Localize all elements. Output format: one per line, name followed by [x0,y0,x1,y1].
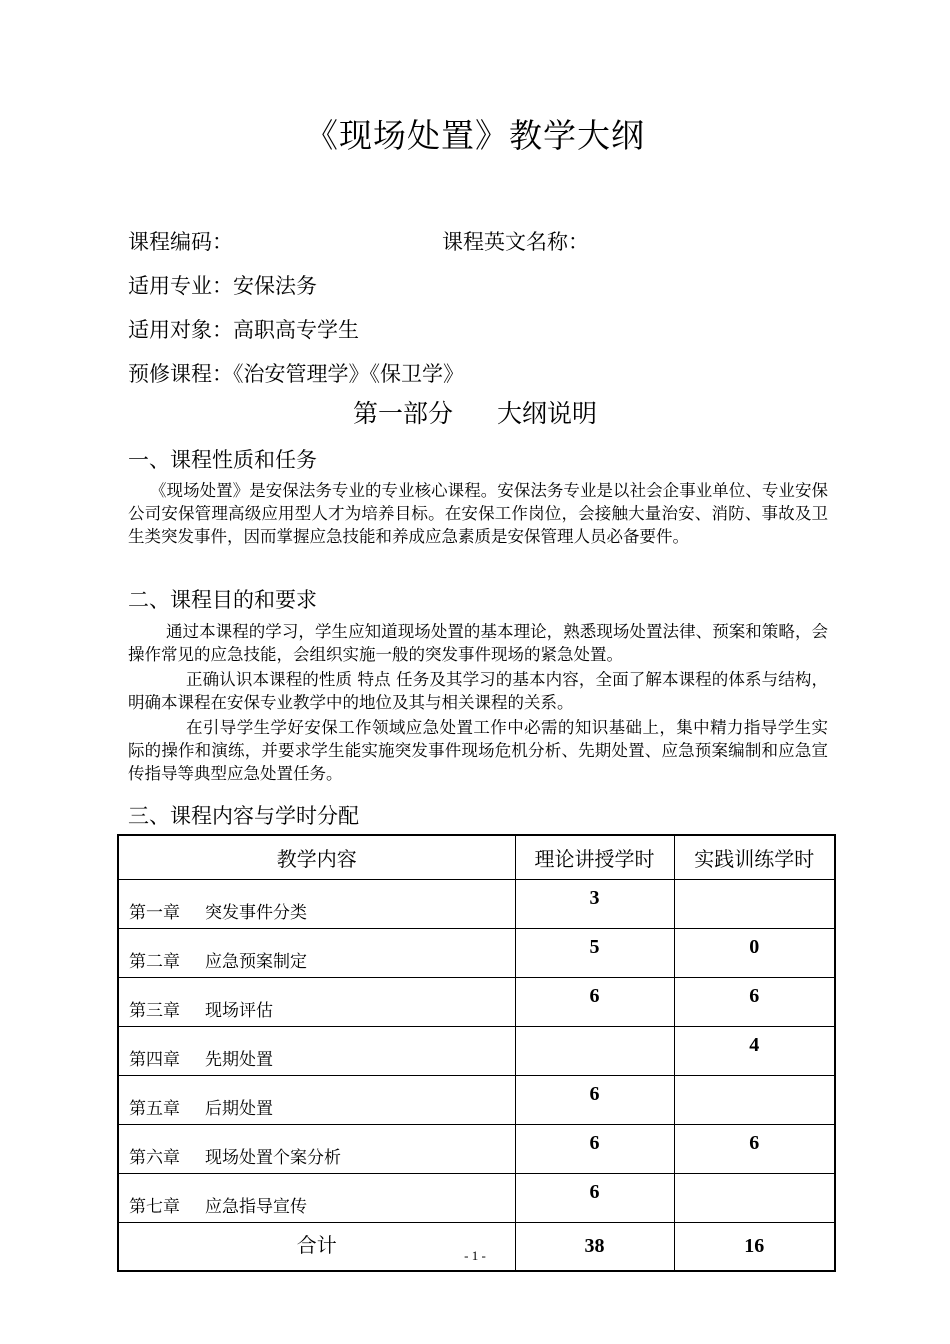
section-2-paragraph-3: 在引导学生学好安保工作领域应急处置工作中必需的知识基础上，集中精力指导学生实际的操作和演练，并要求学生能实施突发事件现场危机分析、先期处置、应急预案编制和应急宣传指导等典型应急处置任务。 [128,718,828,783]
part-title: 大纲说明 [497,399,598,428]
table-row [118,880,835,929]
practice-hours [674,1174,835,1223]
chapter-cell [118,1174,515,1223]
chapter-number: 第一章 [129,903,180,923]
course-english-name-label: 课程英文名称： [442,230,589,254]
practice-hours: 6 [674,1125,835,1174]
table-row [118,929,835,978]
theory-hours: 3 [515,880,674,929]
practice-hours [674,1076,835,1125]
chapter-name: 突发事件分类 [205,903,307,923]
practice-hours: 6 [674,978,835,1027]
table-header-row [118,835,835,880]
chapter-name: 现场处置个案分析 [205,1148,341,1168]
chapter-number: 第三章 [129,1001,180,1021]
section-2-heading: 二、课程目的和要求 [128,588,317,612]
chapter-name: 后期处置 [205,1099,273,1119]
chapter-cell [118,1076,515,1125]
section-1-heading: 一、课程性质和任务 [128,448,317,472]
hours-allocation-table [117,834,836,1272]
section-3-heading: 三、课程内容与学时分配 [128,804,359,828]
applicable-audience: 适用对象：高职高专学生 [128,318,359,342]
course-code-label: 课程编码： [128,230,233,254]
section-2-paragraph-1: 通过本课程的学习，学生应知道现场处置的基本理论，熟悉现场处置法律、预案和策略，会操作常见的应急技能，会组织实施一般的突发事件现场的紧急处置。 [128,622,828,664]
part-heading [0,394,950,430]
page-number: - 1 - [464,1248,486,1263]
theory-hours: 5 [515,929,674,978]
table-row [118,1076,835,1125]
part-number: 第一部分 [352,399,453,428]
theory-hours: 6 [515,1174,674,1223]
table-row [118,978,835,1027]
table-row [118,1174,835,1223]
prerequisite-courses: 预修课程：《治安管理学》《保卫学》 [128,362,464,386]
table-row [118,1027,835,1076]
theory-hours: 6 [515,1125,674,1174]
chapter-cell [118,929,515,978]
applicable-major: 适用专业：安保法务 [128,274,317,298]
header-theory-hours: 理论讲授学时 [515,835,674,880]
theory-hours: 6 [515,1076,674,1125]
chapter-name: 应急预案制定 [205,952,307,972]
header-content: 教学内容 [118,835,515,880]
document-title: 《现场处置》教学大纲 [305,116,645,155]
theory-hours: 6 [515,978,674,1027]
table-row [118,1125,835,1174]
chapter-cell [118,1125,515,1174]
total-label: 合计 [118,1223,515,1272]
chapter-number: 第四章 [129,1050,180,1070]
chapter-number: 第七章 [129,1197,180,1217]
chapter-number: 第二章 [129,952,180,972]
chapter-cell [118,1027,515,1076]
practice-hours: 0 [674,929,835,978]
chapter-name: 先期处置 [205,1050,273,1070]
chapter-name: 应急指导宣传 [205,1197,307,1217]
chapter-cell [118,880,515,929]
section-1-body: 《现场处置》是安保法务专业的专业核心课程。安保法务专业是以社会企事业单位、专业安保公司安保管理高级应用型人才为培养目标。在安保工作岗位，会接触大量治安、消防、事故及卫生类突发事件，因而掌握应急技能和养成应急素质是安保管理人员必备要件。 [128,481,828,546]
chapter-number: 第五章 [129,1099,180,1119]
total-theory-hours: 38 [515,1223,674,1272]
header-practice-hours: 实践训练学时 [674,835,835,880]
practice-hours [674,880,835,929]
theory-hours [515,1027,674,1076]
chapter-name: 现场评估 [205,1001,273,1021]
section-2-paragraph-2: 正确认识本课程的性质 特点 任务及其学习的基本内容，全面了解本课程的体系与结构，明确本课程在安保专业教学中的地位及其与相关课程的关系。 [128,670,828,712]
total-practice-hours: 16 [674,1223,835,1272]
chapter-number: 第六章 [129,1148,180,1168]
practice-hours: 4 [674,1027,835,1076]
chapter-cell [118,978,515,1027]
